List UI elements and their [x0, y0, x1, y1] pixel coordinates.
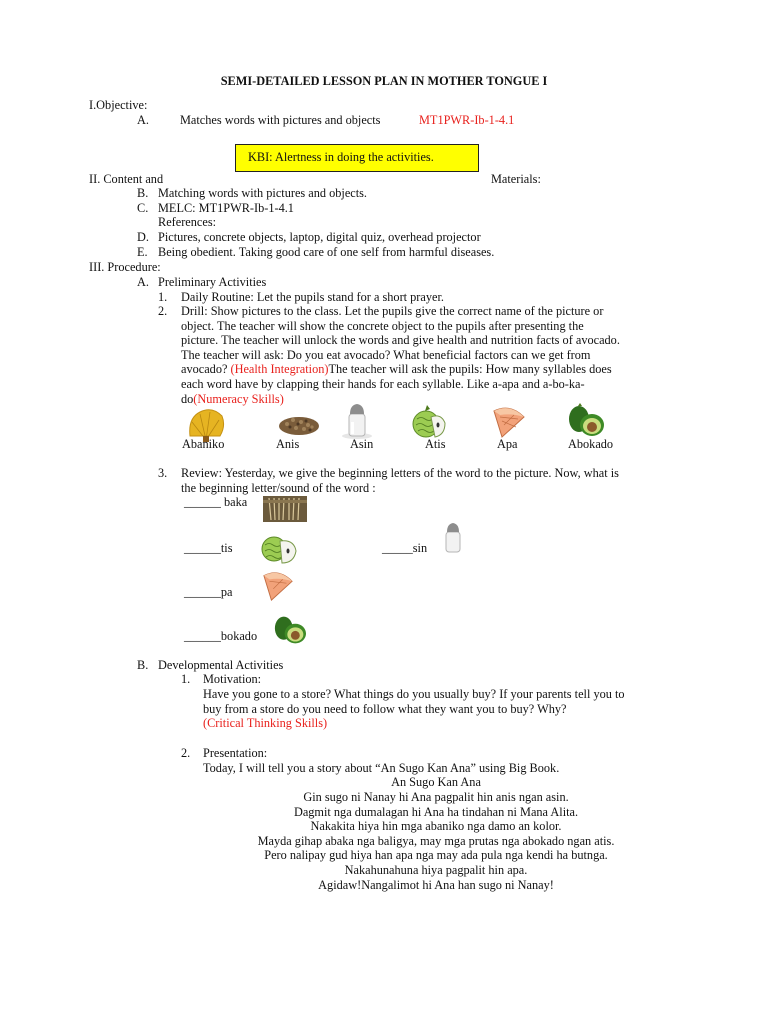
motivation-line: Have you gone to a store? What things do you usually buy? If your parents tell you to	[203, 687, 625, 701]
picture-label: Apa	[497, 437, 518, 451]
story-line: Mayda gihap abaka nga baligya, may mga prutas nga abokado ngan atis.	[257, 834, 615, 848]
content-item-references: References:	[158, 215, 217, 229]
drill-line-5	[181, 362, 612, 376]
sugar-apple-icon	[260, 531, 300, 565]
procedure-a-marker: A.	[137, 275, 149, 289]
numeracy-skills-tag: (Numeracy Skills)	[193, 392, 284, 406]
avocado-icon	[566, 403, 606, 439]
picture-label: Anis	[276, 437, 300, 451]
step1-text: Daily Routine: Let the pupils stand for a short prayer.	[181, 290, 444, 304]
preliminary-label: Preliminary Activities	[158, 275, 267, 289]
motivation-line: buy from a store do you need to follow what they want you to buy? Why?	[203, 702, 567, 716]
drill-line: The teacher will ask: Do you eat avocado? What beneficial factors can we get from	[181, 348, 591, 362]
picture-label: Abokado	[568, 437, 614, 451]
abaca-fiber-icon	[263, 496, 307, 522]
story-line: Pero nalipay gud hiya han apa nga may ada pula nga kendi ha butnga.	[264, 848, 608, 862]
motivation-marker: 1.	[181, 672, 191, 686]
drill-text: avocado?	[181, 362, 231, 376]
content-marker-e: E.	[137, 245, 148, 259]
story-line: Agidaw!Nangalimot hi Ana han sugo ni Nanay!	[318, 878, 554, 892]
materials-label: Materials:	[491, 172, 541, 186]
review-line: the beginning letter/sound of the word :	[181, 481, 376, 495]
developmental-label: Developmental Activities	[158, 658, 284, 672]
story-line: Gin sugo ni Nanay hi Ana pagpalit hin anis ngan asin.	[303, 790, 569, 804]
objective-heading: I.Objective:	[89, 98, 148, 112]
drill-line: Drill: Show pictures to the class. Let the pupils give the correct name of the picture or	[181, 304, 604, 318]
presentation-marker: 2.	[181, 746, 191, 760]
story-line: Nakakita hiya hin mga abaniko nga damo an kolor.	[310, 819, 562, 833]
drill-text: The teacher will ask the pupils: How many syllables does	[328, 362, 612, 376]
presentation-intro: Today, I will tell you a story about “An Sugo Kan Ana” using Big Book.	[203, 761, 560, 775]
step1-marker: 1.	[158, 290, 168, 304]
blank-bokado: ______bokado	[184, 629, 258, 643]
content-item-e: Being obedient. Taking good care of one self from harmful diseases.	[158, 245, 495, 259]
story-title: An Sugo Kan Ana	[391, 775, 481, 789]
picture-label: Atis	[425, 437, 446, 451]
salt-shaker-icon	[340, 402, 374, 440]
blank-pa: ______pa	[184, 585, 233, 599]
step2-marker: 2.	[158, 304, 168, 318]
drill-text: do	[181, 392, 194, 406]
blank-baka: ______ baka	[184, 495, 248, 509]
objective-a-marker: A.	[137, 113, 149, 127]
avocado-icon	[272, 614, 308, 646]
procedure-b-marker: B.	[137, 658, 149, 672]
objective-code: MT1PWR-Ib-1-4.1	[419, 113, 515, 127]
step3-marker: 3.	[158, 466, 168, 480]
objective-a-text: Matches words with pictures and objects	[180, 113, 381, 127]
content-item-b: Matching words with pictures and objects.	[158, 186, 368, 200]
ice-cream-cone-icon	[262, 570, 294, 602]
content-marker-d: D.	[137, 230, 149, 244]
content-item-d: Pictures, concrete objects, laptop, digital quiz, overhead projector	[158, 230, 481, 244]
story-line: Nakahunahuna hiya pagpalit hin apa.	[344, 863, 528, 877]
picture-label: Asin	[350, 437, 374, 451]
drill-line: each word have by clapping their hands for each syllable. Like a-apa and a-bo-ka-	[181, 377, 585, 391]
content-heading: II. Content and	[89, 172, 164, 186]
drill-line: object. The teacher will show the concrete object to the pupils after presenting the	[181, 319, 584, 333]
blank-sin: _____sin	[382, 541, 428, 555]
kbi-text: KBI: Alertness in doing the activities.	[248, 150, 434, 164]
health-integration-tag: (Health Integration)	[230, 362, 329, 376]
ice-cream-cone-icon	[492, 405, 526, 439]
content-item-c: MELC: MT1PWR-Ib-1-4.1	[158, 201, 294, 215]
content-marker-c: C.	[137, 201, 149, 215]
presentation-label: Presentation:	[203, 746, 268, 760]
kbi-box	[235, 144, 479, 172]
blank-tis: ______tis	[184, 541, 233, 555]
content-marker-b: B.	[137, 186, 149, 200]
drill-line-7	[181, 392, 284, 406]
sugar-apple-icon	[411, 403, 449, 441]
salt-shaker-icon	[443, 523, 463, 553]
critical-thinking-tag: (Critical Thinking Skills)	[203, 716, 328, 730]
review-line: Review: Yesterday, we give the beginning letters of the word to the picture. Now, what is	[181, 466, 619, 480]
picture-label: Abaniko	[182, 437, 225, 451]
procedure-heading: III. Procedure:	[89, 260, 161, 274]
page-title: SEMI-DETAILED LESSON PLAN IN MOTHER TONGUE I	[220, 74, 548, 88]
motivation-label: Motivation:	[203, 672, 262, 686]
drill-line: picture. The teacher will unlock the words and give health and nutrition facts of avocado.	[181, 333, 620, 347]
story-line: Dagmit nga dumalagan hi Ana ha tindahan ni Mana Alita.	[293, 805, 579, 819]
anise-seeds-icon	[277, 410, 321, 436]
